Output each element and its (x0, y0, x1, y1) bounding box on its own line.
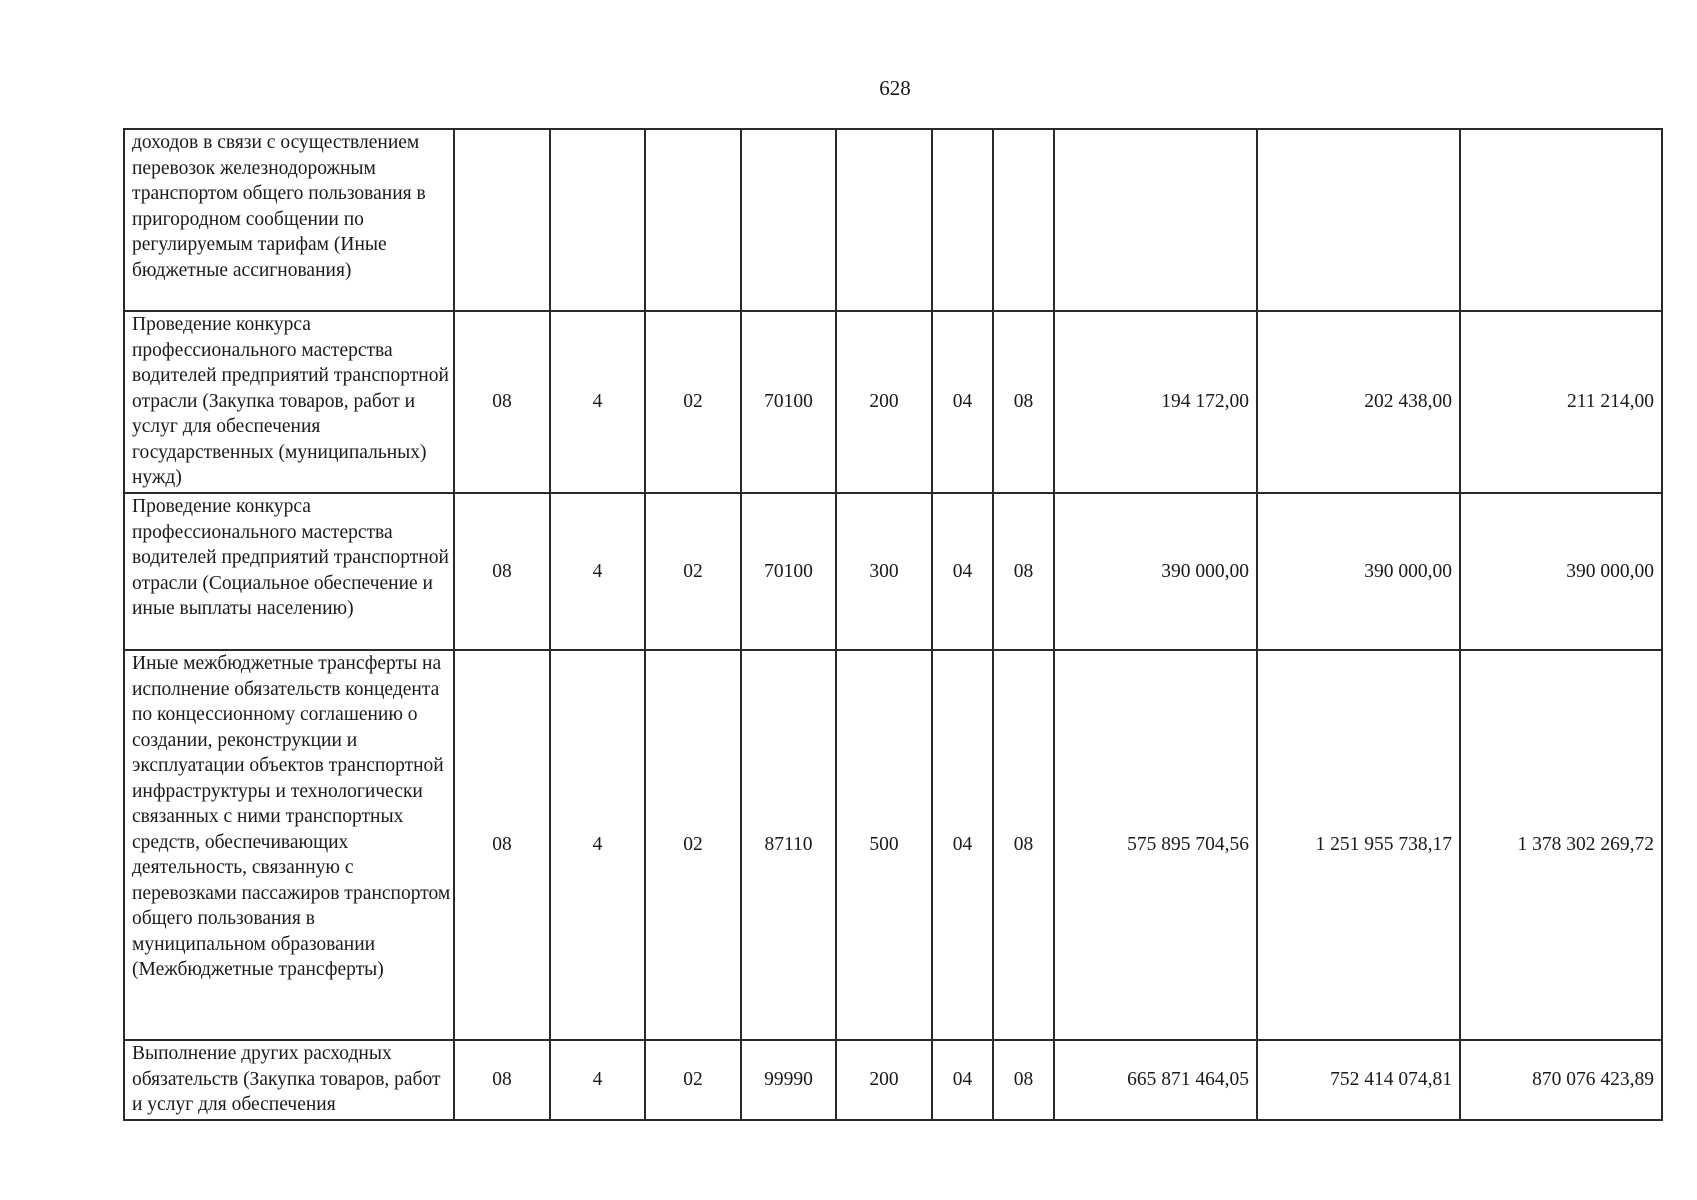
direction-code: 70100 (741, 493, 836, 650)
subprogram-code: 4 (550, 1040, 645, 1120)
amount-3: 1 378 302 269,72 (1460, 650, 1662, 1040)
program-code: 08 (454, 1040, 550, 1120)
amount-3: 870 076 423,89 (1460, 1040, 1662, 1120)
expense-type-code: 300 (836, 493, 932, 650)
subprogram-code: 4 (550, 311, 645, 493)
amount-2: 390 000,00 (1257, 493, 1460, 650)
amount-3 (1460, 129, 1662, 311)
row-description: Проведение конкурса профессионального мастерства водителей предприятий транспортной отрасли (Закупка товаров, работ и услуг для обеспечения государственных (муниципальных) нужд) (124, 311, 454, 493)
subsection-code (993, 129, 1054, 311)
table-row (124, 311, 1662, 493)
program-code: 08 (454, 311, 550, 493)
page-number: 628 (879, 76, 911, 100)
table-row (124, 129, 1662, 311)
subsection-code: 08 (993, 311, 1054, 493)
table-row (124, 650, 1662, 1040)
table-row (124, 493, 1662, 650)
expense-type-code: 200 (836, 1040, 932, 1120)
main-event-code: 02 (645, 1040, 741, 1120)
program-code (454, 129, 550, 311)
main-event-code: 02 (645, 650, 741, 1040)
amount-2 (1257, 129, 1460, 311)
row-description: доходов в связи с осуществлением перевозок железнодорожным транспортом общего пользования в пригородном сообщении по регулируемым тарифам (Иные бюджетные ассигнования) (124, 129, 454, 311)
budget-table (123, 128, 1663, 1121)
direction-code: 70100 (741, 311, 836, 493)
expense-type-code: 200 (836, 311, 932, 493)
section-code (932, 129, 993, 311)
amount-3: 390 000,00 (1460, 493, 1662, 650)
subprogram-code (550, 129, 645, 311)
subsection-code: 08 (993, 1040, 1054, 1120)
subsection-code: 08 (993, 650, 1054, 1040)
row-description: Проведение конкурса профессионального мастерства водителей предприятий транспортной отрасли (Социальное обеспечение и иные выплаты населению) (124, 493, 454, 650)
amount-1: 665 871 464,05 (1054, 1040, 1257, 1120)
amount-3: 211 214,00 (1460, 311, 1662, 493)
expense-type-code (836, 129, 932, 311)
section-code: 04 (932, 311, 993, 493)
amount-1 (1054, 129, 1257, 311)
row-description: Выполнение других расходных обязательств (Закупка товаров, работ и услуг для обеспечения (124, 1040, 454, 1120)
section-code: 04 (932, 493, 993, 650)
main-event-code (645, 129, 741, 311)
amount-2: 1 251 955 738,17 (1257, 650, 1460, 1040)
row-description: Иные межбюджетные трансферты на исполнение обязательств концедента по концессионному соглашению о создании, реконструкции и эксплуатации объектов транспортной инфраструктуры и технологически связанных с ними транспортных средств, обеспечивающих деятельность, связанную с перевозками пассажиров транспортом общего пользования в муниципальном образовании (Межбюджетные трансферты) (124, 650, 454, 1040)
direction-code: 99990 (741, 1040, 836, 1120)
subprogram-code: 4 (550, 493, 645, 650)
main-event-code: 02 (645, 493, 741, 650)
main-event-code: 02 (645, 311, 741, 493)
section-code: 04 (932, 650, 993, 1040)
amount-1: 194 172,00 (1054, 311, 1257, 493)
table-row (124, 1040, 1662, 1120)
direction-code: 87110 (741, 650, 836, 1040)
amount-1: 575 895 704,56 (1054, 650, 1257, 1040)
amount-2: 752 414 074,81 (1257, 1040, 1460, 1120)
expense-type-code: 500 (836, 650, 932, 1040)
direction-code (741, 129, 836, 311)
program-code: 08 (454, 650, 550, 1040)
section-code: 04 (932, 1040, 993, 1120)
subsection-code: 08 (993, 493, 1054, 650)
amount-1: 390 000,00 (1054, 493, 1257, 650)
subprogram-code: 4 (550, 650, 645, 1040)
program-code: 08 (454, 493, 550, 650)
amount-2: 202 438,00 (1257, 311, 1460, 493)
